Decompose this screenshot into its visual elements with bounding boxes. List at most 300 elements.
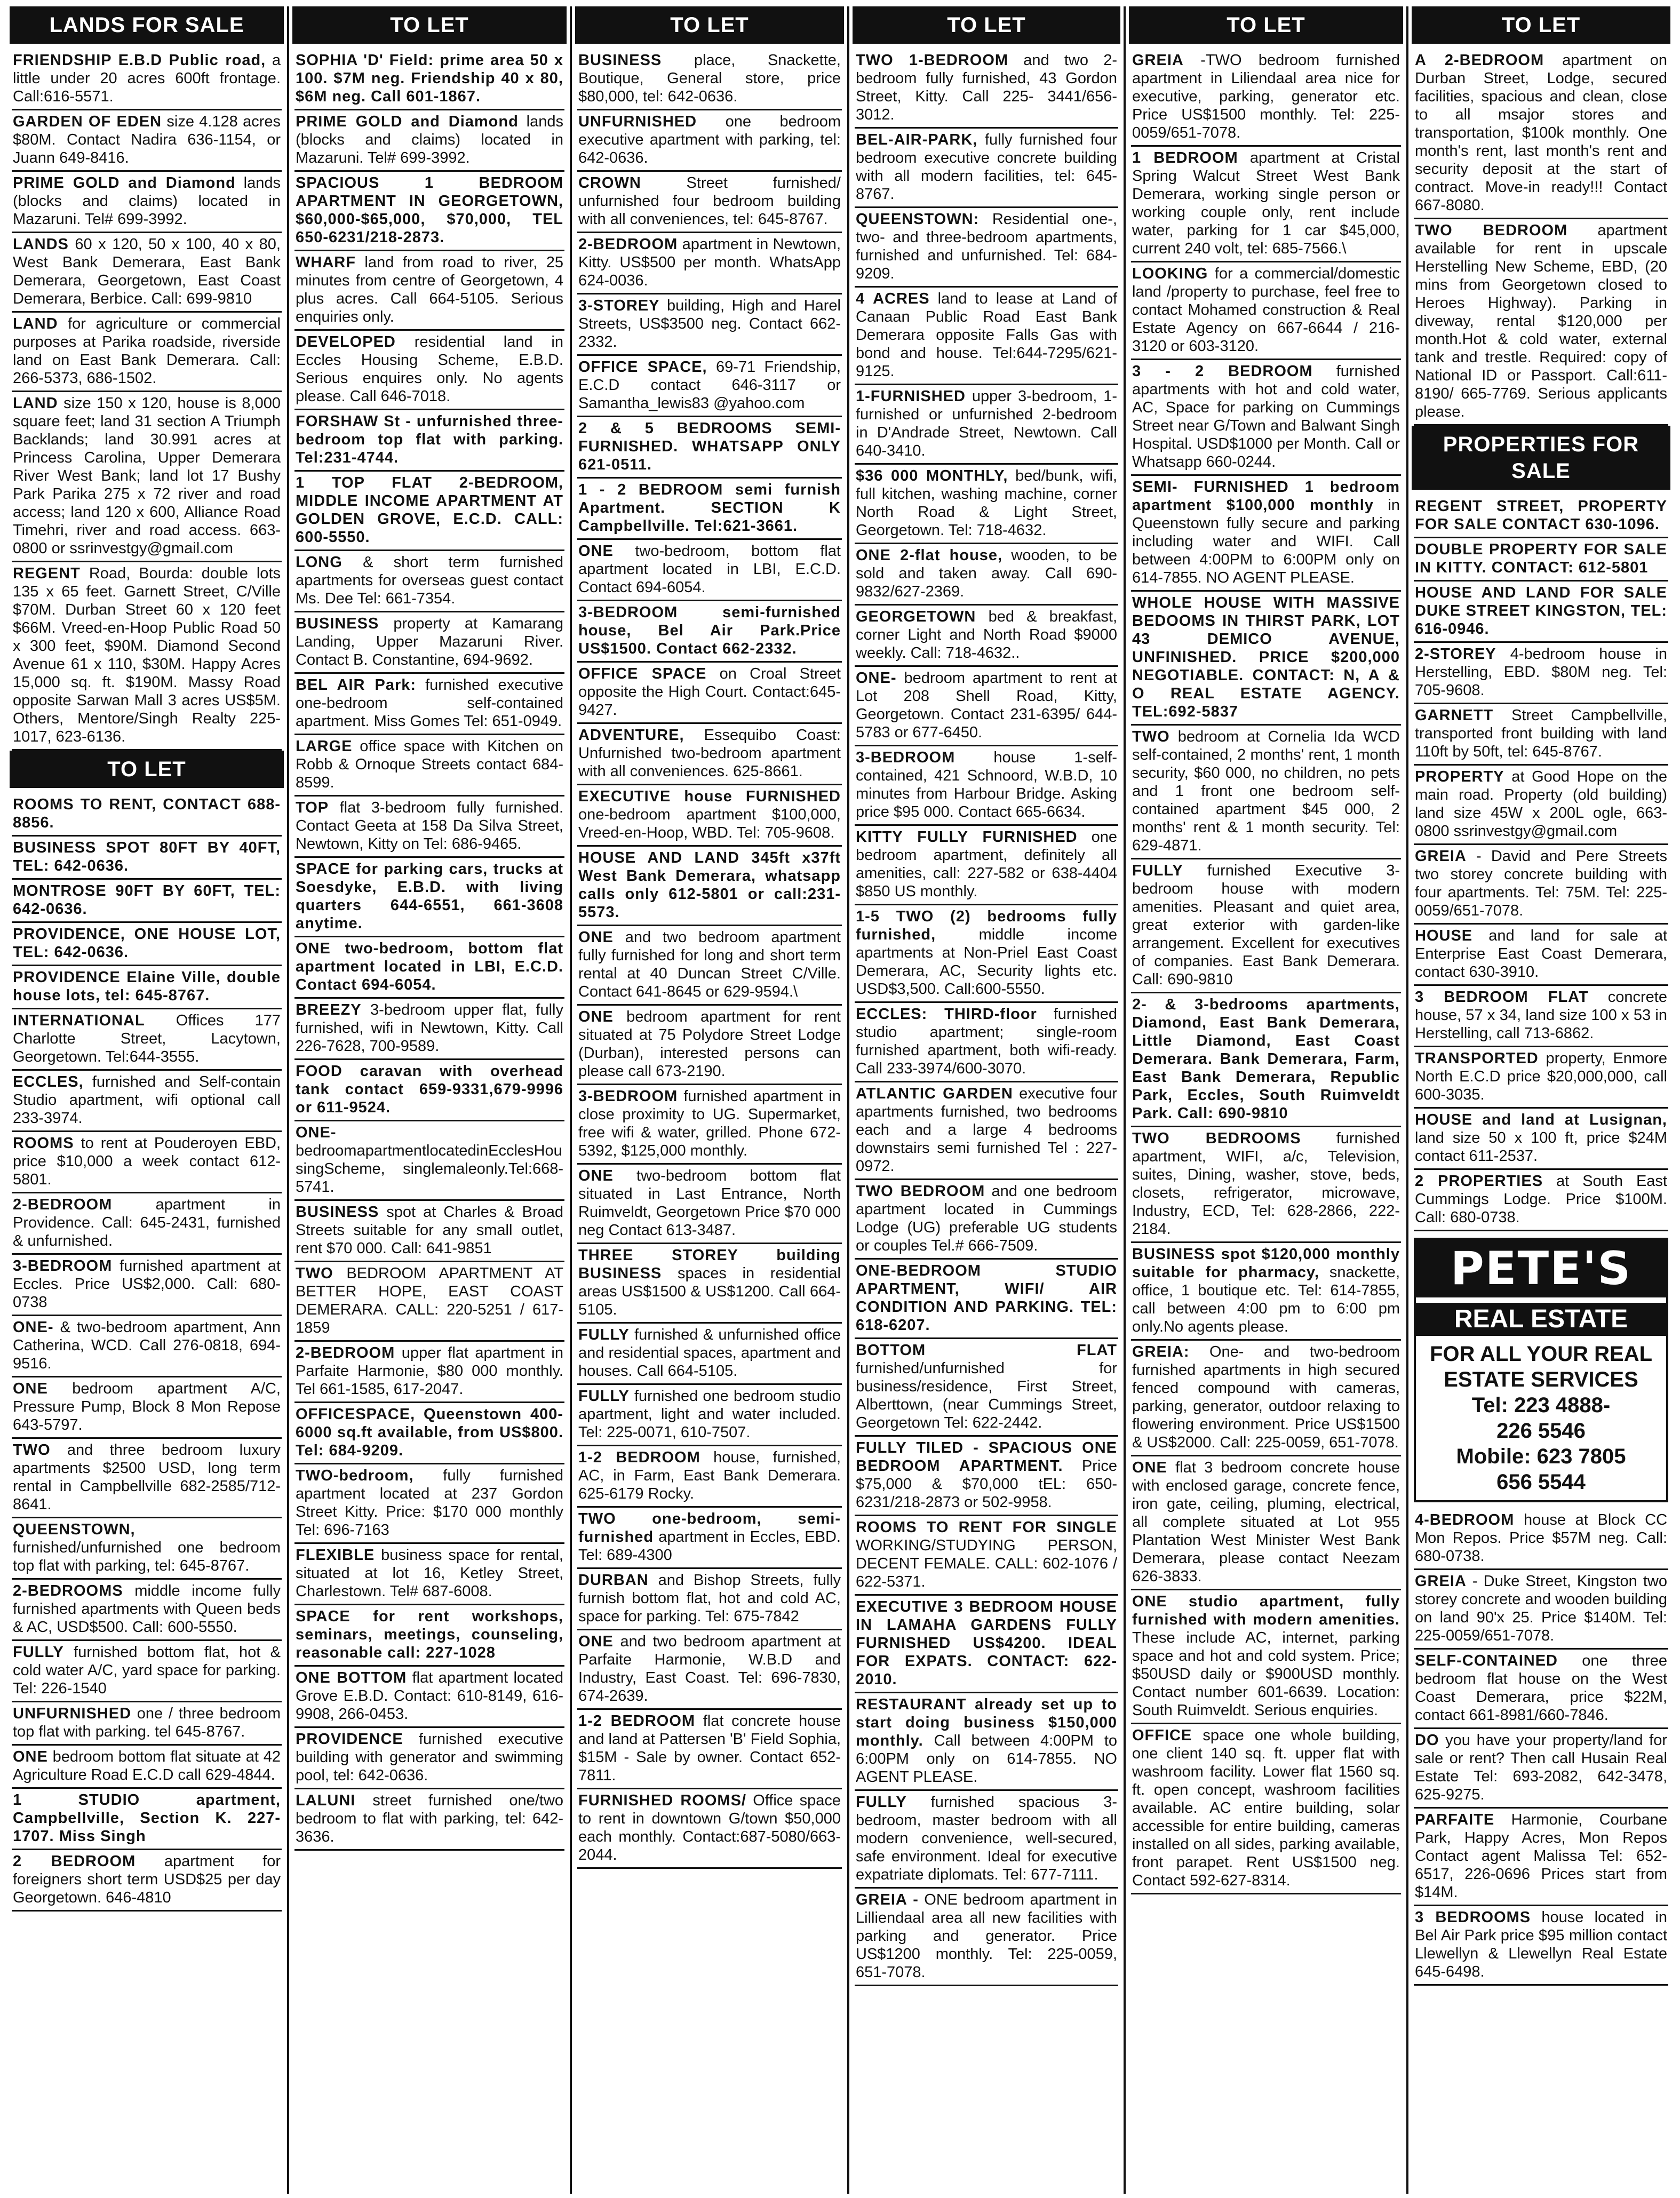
- classified-ad: [1414, 986, 1668, 1047]
- classified-ad: [294, 1728, 564, 1789]
- column-3: [572, 6, 849, 2194]
- ad-text: Offices 177 Charlotte Street, Lacytown, Georgetown. Tel:644-3555.: [13, 1012, 281, 1065]
- ad-lead: BUSINESS: [296, 615, 379, 632]
- ad-text: ONE bedroom apartment in Lilliendaal area all new facilities with parking and generator. Price US$1200 monthly. Tel: 225-0059, 651-7078.: [856, 1891, 1118, 1981]
- ad-text: bedroom bottom flat situate at 42 Agriculture Road E.C.D call 629-4844.: [13, 1748, 281, 1783]
- classified-ad: [12, 793, 282, 837]
- classified-ad: [294, 1667, 564, 1728]
- ad-lead: LARGE: [296, 738, 353, 755]
- ad-lead: 2 & 5 BEDROOMS SEMI-FURNISHED. WHATSAPP ONLY 621-0511.: [578, 420, 841, 473]
- ad-text: flat apartment located Grove E.B.D. Contact: 610-8149, 616-9908, 266-0453.: [296, 1669, 563, 1723]
- ad-text: and three bedroom luxury apartments $2500 USD, long term rental in Campbellville 682-2585/712-8641.: [13, 1442, 281, 1513]
- classified-ad: [855, 667, 1118, 746]
- ad-lead: 2-BEDROOMS: [13, 1582, 123, 1599]
- classified-ad: [577, 724, 842, 785]
- ad-text: WORKING/STUDYING PERSON, DECENT FEMALE. CALL: 602-1076 / 622-5371.: [856, 1537, 1117, 1590]
- ad-text: Residential one-, two- and three-bedroom apartments, furnished and unfurnished. Tel: 684-9209.: [856, 211, 1117, 282]
- section-header: TO LET: [853, 6, 1120, 44]
- ad-lead: INTERNATIONAL: [13, 1012, 145, 1029]
- ad-text: business space for rental, situated at lot 16, Ketley Street, Charlestown. Tel# 687-6008.: [296, 1547, 563, 1600]
- ad-text: house at Block CC Mon Repos. Price $57M neg. Call: 680-0738.: [1415, 1511, 1668, 1565]
- ad-lead: BEL AIR Park:: [296, 676, 417, 694]
- ad-lead: FULLY: [578, 1388, 630, 1405]
- ad-lead: FURNISHED ROOMS/: [578, 1792, 746, 1809]
- ad-text: house 1-self-contained, 421 Schnoord, W.B.D, 10 minutes from Harbour Bridge. Asking price $95 000. Contact 665-6634.: [856, 749, 1117, 821]
- classified-ad: [12, 966, 282, 1009]
- ad-text: Street Campbellville, transported front building with land 110ft by 50ft, tel: 645-8767.: [1415, 707, 1667, 760]
- ad-text: middle income fully furnished apartments with Queen beds & AC, USD$500. Call: 600-5550.: [13, 1582, 281, 1636]
- logo-mobile: Mobile: 623 7805: [1456, 1445, 1626, 1468]
- ad-lead: ONE-: [13, 1319, 54, 1336]
- classified-ad: [855, 1003, 1118, 1082]
- ad-lead: WHARF: [296, 254, 356, 271]
- ad-text: fully furnished four bedroom executive concrete building with all modern facilities, tel: 645-8767.: [856, 131, 1117, 203]
- classified-ad: [577, 663, 842, 724]
- ad-text: Road, Bourda: double lots 135 x 65 feet. Garnett Street, C/Ville $70M. Durban Street 60 x 120 feet $66M. Vreed-en-Hoop Public Road 50 x 300 feet, $90M. Diamond Second Avenue 61 x 110, $30M. Happy Acres 15,000 sq. ft. $190M. Massy Road opposite Sarwan Mall 3 acres US$5M. Others, Mentore/Singh Realty 225-1017, 623-6136.: [13, 565, 281, 745]
- classified-ad: [1131, 592, 1401, 726]
- classified-ad: [1414, 704, 1668, 766]
- ad-lead: THREE STOREY building BUSINESS: [578, 1247, 841, 1282]
- ad-text: furnished Executive 3- bedroom house with modern amenities. Pleasant and quiet area, great exterior with garden-like arrangement. Excellent for executives of companies. East Bank Demerara. Call: 690-9810: [1132, 862, 1400, 988]
- ad-text: flat 3 bedroom concrete house with enclosed garage, concrete fence, iron gate, ceiling, pluming, electrical, all complete situated at Lot 955 Plantation West Minister West Bank Demerara, please contact Neezam 626-3833.: [1132, 1459, 1400, 1585]
- ad-lead: FULLY: [1132, 862, 1183, 879]
- classified-ad: [1131, 1127, 1401, 1243]
- ad-lead: LALUNI: [296, 1792, 356, 1809]
- section-header: PROPERTIES FOR SALE: [1412, 426, 1670, 490]
- ad-lead: FRIENDSHIP E.B.D Public road,: [13, 52, 266, 69]
- classified-ad: [1131, 1590, 1401, 1724]
- ad-text: land from road to river, 25 minutes from centre of Georgetown, 4 plus acres. Call 664-5105. Serious enquiries only.: [296, 254, 563, 325]
- ad-text: for a commercial/domestic land /property to purchase, feel free to contact Mohamed construction & Real Estate Agency on 667-6644 / 216-3120 or 603-3120.: [1132, 265, 1400, 355]
- ad-text: space one whole building, one client 140 sq. ft. upper flat with washroom facility. Lower flat 1560 sq. ft. open concept, washroom facilities available. AC entire building, solar accessible for entire building, cameras installed on all sides, parking available, front parapet. Rent US$1500 neg. Contact 592-627-8314.: [1132, 1727, 1400, 1889]
- classified-ad: [855, 746, 1118, 826]
- ad-text: land to lease at Land of Canaan Public Road East Bank Demerara opposite Falls Gas with bond and house. Tel:644-7295/621-9125.: [856, 290, 1118, 380]
- classified-ad: [294, 1789, 564, 1851]
- logo-name: PETE'S: [1416, 1240, 1666, 1297]
- ad-text: furnished/unfurnished for business/residence, First Street, Alberttown, (near Cummings Street, Georgetown Tel: 622-2442.: [856, 1360, 1117, 1431]
- classified-ad: [294, 551, 564, 612]
- classified-ad: [12, 1789, 282, 1850]
- classified-ad: [577, 601, 842, 663]
- ad-text: bedroomapartmentlocatedinEcclesHousingScheme, singlemaleonly.Tel:668-5741.: [296, 1142, 563, 1196]
- column-6: [1408, 6, 1674, 2194]
- ad-text: & short term furnished apartments for overseas guest contact Ms. Dee Tel: 661-7354.: [296, 554, 563, 607]
- ad-text: on Croal Street opposite the High Court. Contact:645-9427.: [578, 665, 841, 719]
- classified-ad: [577, 1508, 842, 1569]
- classified-ad: [1414, 1809, 1668, 1906]
- ad-text: furnished & unfurnished office and residential spaces, apartment and houses. Call 664-5105.: [578, 1326, 841, 1380]
- ad-text: residential land in Eccles Housing Scheme, E.B.D. Serious enquires only. No agents please. Call 646-7018.: [296, 333, 563, 405]
- classified-ad: [577, 540, 842, 601]
- classified-ad: [577, 1385, 842, 1446]
- classified-ad: [855, 1082, 1118, 1180]
- section-header: TO LET: [10, 751, 284, 788]
- ad-text: upper 3-bedroom, 1-furnished or unfurnished 2-bedroom in D'Andrade Street, Newtown. Call 640-3410.: [856, 388, 1117, 459]
- classified-ad: [1131, 147, 1401, 262]
- classified-ad: [1414, 845, 1668, 925]
- classified-ad: [577, 1244, 842, 1324]
- ad-text: lands (blocks and claims) located in Mazaruni. Tel# 699-3992.: [296, 113, 563, 166]
- ad-text: apartment in Eccles, EBD. Tel: 689-4300: [578, 1528, 841, 1564]
- ad-text: furnished studio apartment; single-room furnished apartment, both wifi-ready. Call 233-3974/600-3070.: [856, 1006, 1117, 1077]
- classified-ad: [294, 110, 564, 172]
- classified-ad: [12, 1641, 282, 1702]
- classified-ad: [1131, 1341, 1401, 1456]
- classified-ad: [294, 331, 564, 410]
- ad-lead: HOUSE AND LAND FOR SALE DUKE STREET KINGSTON, TEL: 616-0946.: [1415, 584, 1667, 638]
- ad-lead: SPACE for parking cars, trucks at Soesdyke, E.B.D. with living quarters 644-6551, 661-3608 anytime.: [296, 861, 563, 932]
- classified-ad: [855, 49, 1118, 129]
- classified-ad: [294, 612, 564, 674]
- ad-lead: BUSINESS spot $120,000 monthly suitable for pharmacy,: [1132, 1246, 1400, 1281]
- classified-ad: [855, 1260, 1118, 1339]
- ad-lead: FULLY TILED - SPACIOUS ONE BEDROOM APARTMENT.: [856, 1439, 1117, 1475]
- classified-ad: [855, 544, 1118, 606]
- ad-lead: SOPHIA 'D' Field: prime area 50 x 100. $7M neg. Friendship 40 x 80, $6M neg. Call 601-1867.: [296, 52, 563, 105]
- ad-text: property, Enmore North E.C.D price $20,000,000, call 600-3035.: [1415, 1050, 1667, 1103]
- ad-text: lands (blocks and claims) located in Mazaruni. Tel# 699-3992.: [13, 174, 281, 228]
- classified-ad: [577, 1006, 842, 1085]
- ad-text: house, furnished, AC, in Farm, East Bank Demerara. 625-6179 Rocky.: [578, 1449, 841, 1502]
- ad-lead: QUEENSTOWN,: [13, 1521, 136, 1538]
- ad-text: concrete house, 57 x 34, land size 100 x 53 in Herstelling, call 713-6862.: [1415, 989, 1667, 1042]
- ad-lead: FULLY: [13, 1644, 64, 1661]
- logo-tag: REAL ESTATE: [1416, 1303, 1666, 1336]
- ad-lead: ONE-: [296, 1124, 337, 1141]
- classified-ad: [294, 1403, 564, 1464]
- ad-lead: ONE studio apartment, fully furnished with modern amenities.: [1132, 1593, 1400, 1628]
- ad-lead: 3-BEDROOM: [578, 1088, 678, 1105]
- classified-ad: [1414, 219, 1668, 426]
- ad-text: and Bishop Streets, fully furnish bottom flat, hot and cold AC, space for parking. Tel: 675-7842: [578, 1572, 841, 1625]
- classified-ad: [855, 129, 1118, 208]
- ad-text: bed/bunk, wifi, full kitchen, washing machine, corner North Road & Light Street, Georgetown. Tel: 718-4632.: [856, 467, 1118, 539]
- classified-ad: [577, 110, 842, 172]
- classified-ad: [1414, 1729, 1668, 1809]
- ad-lead: PRIME GOLD and Diamond: [13, 174, 236, 192]
- section-header: TO LET: [1129, 6, 1403, 44]
- ad-lead: 1 - 2 BEDROOM semi furnish Apartment. SECTION K Campbellville. Tel:621-3661.: [578, 481, 841, 535]
- ad-text: furnished bottom flat, hot & cold water A/C, yard space for parking. Tel: 226-1540: [13, 1644, 281, 1697]
- ad-lead: PROVIDENCE Elaine Ville, double house lots, tel: 645-8767.: [13, 969, 281, 1004]
- ad-lead: OFFICE SPACE,: [578, 359, 707, 376]
- ad-lead: QUEENSTOWN:: [856, 211, 980, 228]
- classified-ad: [855, 1596, 1118, 1693]
- ad-text: furnished one bedroom studio apartment, light and water included. Tel: 225-0071, 610-7507.: [578, 1388, 841, 1441]
- ad-lead: A 2-BEDROOM: [1415, 52, 1544, 69]
- classified-ad: [294, 1342, 564, 1403]
- ad-text: 3-bedroom upper flat, fully furnished, wifi in Newtown, Kitty. Call 226-7628, 700-9589.: [296, 1001, 563, 1055]
- ad-lead: 4-BEDROOM: [1415, 1511, 1515, 1528]
- classified-ad: [12, 880, 282, 923]
- ad-lead: GARNETT: [1415, 707, 1494, 724]
- classified-ad: [1131, 1724, 1401, 1894]
- ad-lead: 3-STOREY: [578, 297, 660, 314]
- ad-lead: RESTAURANT already set up to start doing business $150,000 monthly.: [856, 1696, 1117, 1749]
- classified-ad: [1414, 925, 1668, 986]
- ad-lead: TWO BEDROOM: [1415, 222, 1568, 239]
- ad-text: and two bedroom apartment at Parfaite Harmonie, W.B.D and Industry, East Coast. Tel: 696-7830, 674-2639.: [578, 1633, 841, 1705]
- ad-lead: 1 TOP FLAT 2-BEDROOM, MIDDLE INCOME APARTMENT AT GOLDEN GROVE, E.C.D. CALL: 600-5550.: [296, 474, 563, 546]
- ad-lead: FULLY: [578, 1326, 630, 1343]
- logo-tel: Tel: 223 4888-: [1471, 1393, 1611, 1417]
- ad-text: bedroom apartment A/C, Pressure Pump, Block 8 Mon Repose 643-5797.: [13, 1380, 281, 1434]
- classified-ad: [12, 1746, 282, 1789]
- classified-ad: [12, 923, 282, 966]
- ad-text: furnished executive building with generator and swimming pool, tel: 642-0636.: [296, 1731, 564, 1784]
- ad-text: snackette, office, 1 boutique etc. Tel: 614-7855, call between 4:00 pm to 6:00 pm only.No agents please.: [1132, 1264, 1400, 1335]
- ad-text: and two bedroom apartment fully furnished for long and short term rental at 40 Duncan Street C/Ville. Contact 641-8645 or 629-9594.\: [578, 929, 841, 1000]
- classified-ad: [577, 1446, 842, 1508]
- classified-ad: [12, 392, 282, 562]
- classified-ad: [12, 562, 282, 751]
- classified-ad: [1131, 476, 1401, 592]
- ad-lead: ONE: [578, 1633, 614, 1650]
- ad-text: bed & breakfast, corner Light and North Road $9000 weekly. Call: 718-4632..: [856, 608, 1117, 662]
- classified-ad: [12, 1071, 282, 1132]
- ad-lead: ATLANTIC GARDEN: [856, 1085, 1013, 1102]
- classified-ad: [294, 1544, 564, 1605]
- ad-text: flat concrete house and land at Pattersen 'B' Field Sophia, $15M - Sale by owner. Contact 652-7811.: [578, 1713, 841, 1784]
- classified-ad: [12, 1580, 282, 1641]
- ad-lead: BUSINESS SPOT 80FT BY 40FT, TEL: 642-0636.: [13, 839, 281, 874]
- ad-lead: GREIA: [1415, 1573, 1467, 1590]
- classified-ad: [577, 1165, 842, 1244]
- ad-lead: ONE BOTTOM: [296, 1669, 407, 1686]
- ad-lead: PRIME GOLD and Diamond: [296, 113, 519, 130]
- ad-lead: ONE: [578, 1167, 614, 1184]
- ad-lead: TWO-bedroom,: [296, 1467, 414, 1484]
- ad-lead: ONE: [578, 1008, 614, 1025]
- classified-ad: [12, 1518, 282, 1580]
- classified-ad: [577, 233, 842, 294]
- logo-mobile2: 656 5544: [1496, 1470, 1586, 1494]
- ad-lead: LAND: [13, 395, 58, 412]
- ad-text: street furnished one/two bedroom to flat with parking, tel: 642-3636.: [296, 1792, 563, 1845]
- ad-text: Price $75,000 & $70,000 tEL: 650-6231/218-2873 or 502-9958.: [856, 1458, 1117, 1511]
- classified-ad: [577, 417, 842, 479]
- ad-lead: TWO one-bedroom, semi-furnished: [578, 1510, 841, 1546]
- ad-text: and two 2-bedroom fully furnished, 43 Gordon Street, Kitty. Call 225- 3441/656-3012.: [856, 52, 1117, 123]
- ad-text: in Queenstown fully secure and parking including water and WIFI. Call between 4:00PM to 6:00PM only on 614-7855. NO AGENT PLEASE.: [1132, 497, 1400, 586]
- classified-ad: [294, 1605, 564, 1667]
- ad-text: flat 3-bedroom fully furnished. Contact Geeta at 158 Da Silva Street, Newtown, Kitty on Tel: 686-9465.: [296, 799, 563, 853]
- ad-lead: FLEXIBLE: [296, 1547, 375, 1564]
- ad-text: size 150 x 120, house is 8,000 square feet; land 31 section A Triumph Backlands; land 30.991 acres at Princess Carolina, Upper Demerara River West Bank; land lot 17 Bushy Park Parika 275 x 72 river and road access; land 120 x 600, Alliance Road Timehri, river and road access. 663-0800 or ssrinvestgy@gmail.com: [13, 395, 281, 557]
- ad-text: you have your property/land for sale or rent? Then call Husain Real Estate Tel: 693-2082, 642-3478, 625-9275.: [1415, 1732, 1667, 1803]
- logo-line1: FOR ALL YOUR REAL: [1429, 1342, 1653, 1366]
- ad-lead: MONTROSE 90FT BY 60FT, TEL: 642-0636.: [13, 882, 281, 918]
- ad-lead: 3-BEDROOM semi-furnished house, Bel Air Park.Price US$1500. Contact 662-2332.: [578, 604, 841, 657]
- ad-text: These include AC, internet, parking space and hot and cold system. Price; $50USD daily or $900USD monthly. Contact number 601-6639. Location: South Ruimveldt. Serious enquiries.: [1132, 1629, 1400, 1719]
- real-estate-logo-ad: [1414, 1238, 1668, 1502]
- ad-text: furnished executive one-bedroom self-contained apartment. Miss Gomes Tel: 651-0949.: [296, 676, 563, 730]
- classified-ad: [577, 172, 842, 233]
- ad-lead: 3 BEDROOMS: [1415, 1909, 1531, 1926]
- ad-lead: LOOKING: [1132, 265, 1208, 282]
- classified-ad: [294, 251, 564, 331]
- classified-ad: [855, 1693, 1118, 1791]
- section-header: TO LET: [292, 6, 567, 44]
- ad-text: Call between 4:00PM to 6:00PM only on 614-7855. NO AGENT PLEASE.: [856, 1732, 1117, 1786]
- classified-ad: [855, 606, 1118, 667]
- ad-lead: ONE-: [856, 670, 897, 687]
- ad-lead: TWO: [296, 1265, 333, 1282]
- classified-ad: [1414, 1170, 1668, 1231]
- classified-ad: [577, 479, 842, 540]
- ad-lead: 1-2 BEDROOM: [578, 1449, 700, 1466]
- classified-ad: [12, 1316, 282, 1377]
- classified-ad: [12, 110, 282, 172]
- ad-text: apartment at Cristal Spring Walcut Street West Bank Demerara, working single person or working couple only, rent include water, parking for 1 car $45,000, current 240 volt, tel: 685-7566.\: [1132, 149, 1400, 257]
- ad-text: furnished apartments with hot and cold water, AC, Space for parking on Cummings Street near G/Town and Balwant Singh Hospital. USD$1000 per Month. Call or Whatsapp 660-0244.: [1132, 363, 1400, 471]
- classified-ad: [855, 1889, 1118, 1986]
- ad-lead: 1 STUDIO apartment, Campbellville, Section K. 227-1707. Miss Singh: [13, 1791, 281, 1845]
- ad-lead: TWO BEDROOM: [856, 1183, 985, 1200]
- classified-ad: [577, 356, 842, 417]
- ad-lead: PARFAITE: [1415, 1811, 1495, 1828]
- ad-text: one three bedroom flat house on the West Coast Demerara, price $22M, contact 661-8981/660-7846.: [1415, 1652, 1667, 1724]
- classified-ad: [12, 1702, 282, 1746]
- ad-lead: GREIA -: [856, 1891, 919, 1908]
- section-header: TO LET: [575, 6, 844, 44]
- ad-text: for agriculture or commercial purposes at Parika roadside, riverside land on East Bank Demerara. Call: 266-5373, 686-1502.: [13, 315, 281, 387]
- ad-lead: REGENT STREET, PROPERTY FOR SALE CONTACT 630-1096.: [1415, 498, 1667, 533]
- ad-text: land size 50 x 100 ft, price $24M contact 611-2537.: [1415, 1129, 1667, 1165]
- ad-lead: HOUSE and land at Lusignan,: [1415, 1111, 1667, 1128]
- ad-text: one-bedroom apartment $100,000, Vreed-en-Hoop, WBD. Tel: 705-9608.: [578, 806, 841, 841]
- ad-text: & two-bedroom apartment, Ann Catherina, WCD. Call 276-0818, 694-9516.: [13, 1319, 281, 1372]
- ad-text: at Good Hope on the main road. Property (old building) land size 45W x 200L ogle, 663-0800 ssrinvestgy@gmail.com: [1415, 768, 1667, 840]
- ad-lead: KITTY FULLY FURNISHED: [856, 829, 1078, 846]
- ad-lead: TWO 1-BEDROOM: [856, 52, 1009, 69]
- ad-text: furnished apartment in close proximity to UG. Supermarket, free wifi & water, grilled. Phone 672-5392, $125,000 monthly.: [578, 1088, 841, 1159]
- classified-ad: [855, 1791, 1118, 1889]
- ad-text: apartment available for rent in upscale Herstelling New Scheme, EBD, (20 mins from Georgetown closed to Heroes Highway). Parking in diveway, rental $120,000 per month.Hot & cold water, external tank and trestle. Required: copy of National ID or Passport. Call:611-8190/ 665-7769. Serious applicants please.: [1415, 222, 1667, 420]
- ad-text: middle income apartments at Non-Priel East Coast Demerara, AC, Security lights etc. USD$3,500. Call:600-5550.: [856, 926, 1117, 998]
- classified-ad: [855, 826, 1118, 905]
- ad-lead: UNFURNISHED: [13, 1705, 132, 1722]
- ad-lead: ECCLES: THIRD-floor: [856, 1006, 1037, 1023]
- classified-ad: [12, 1255, 282, 1316]
- ad-lead: 1 BEDROOM: [1132, 149, 1238, 166]
- ad-text: executive four apartments furnished, two bedrooms each and a large 4 bedrooms downstairs semi furnished Tel : 227-0972.: [856, 1085, 1117, 1175]
- classified-ad: [1131, 49, 1401, 147]
- ad-lead: BUSINESS: [578, 52, 662, 69]
- classified-ad: [1414, 1047, 1668, 1109]
- classified-ad: [1414, 538, 1668, 582]
- ad-lead: GREIA: [1132, 52, 1184, 69]
- classified-ad: [294, 937, 564, 999]
- ad-text: and one bedroom apartment located in Cummings Lodge (UG) preferable UG students or couples Tel.# 666-7509.: [856, 1183, 1117, 1254]
- ad-lead: ADVENTURE,: [578, 727, 684, 744]
- classified-ad: [294, 1464, 564, 1544]
- classified-ad: [1131, 360, 1401, 476]
- classified-ad: [855, 288, 1118, 385]
- classified-ad: [1414, 1650, 1668, 1729]
- classified-ad: [294, 735, 564, 797]
- ad-lead: ONE: [1132, 1459, 1167, 1476]
- ad-lead: PROVIDENCE, ONE HOUSE LOT, TEL: 642-0636.: [13, 926, 281, 961]
- classified-ad: [294, 1060, 564, 1121]
- ad-lead: FORSHAW St - unfurnished three-bedroom top flat with parking. Tel:231-4744.: [296, 413, 563, 466]
- ad-lead: ONE 2-flat house,: [856, 547, 1003, 564]
- ad-lead: PROVIDENCE: [296, 1731, 403, 1748]
- ad-lead: TWO BEDROOMS: [1132, 1130, 1301, 1147]
- ad-lead: 2-BEDROOM: [296, 1344, 395, 1361]
- ad-lead: OFFICESPACE, Queenstown 400-6000 sq.ft available, from US$800. Tel: 684-9209.: [296, 1406, 563, 1459]
- classified-ad: [577, 1630, 842, 1710]
- ad-text: to rent at Pouderoyen EBD, price $10,000 a week contact 612-5801.: [13, 1135, 281, 1188]
- ad-lead: DO: [1415, 1732, 1439, 1749]
- ad-text: furnished/unfurnished one bedroom top flat with parking, tel: 645-8767.: [13, 1539, 281, 1574]
- ad-lead: SPACIOUS 1 BEDROOM APARTMENT IN GEORGETOWN, $60,000-$65,000, $70,000, TEL 650-6231/218-2873.: [296, 174, 563, 246]
- ad-lead: OFFICE: [1132, 1727, 1192, 1744]
- classified-ad: [1414, 495, 1668, 538]
- column-4: [849, 6, 1126, 2194]
- ad-text: -TWO bedroom furnished apartment in Liliendaal area nice for executive, parking, generator etc. Price US$1500 monthly. Tel: 225-0059/651-7078.: [1132, 52, 1400, 141]
- ad-lead: GREIA: [1415, 848, 1467, 865]
- ad-text: apartment in Newtown, Kitty. US$500 per month. WhatsApp 624-0036.: [578, 236, 841, 289]
- ad-lead: BEL-AIR-PARK,: [856, 131, 978, 148]
- classified-ad: [1131, 1456, 1401, 1590]
- ad-lead: WHOLE HOUSE WITH MASSIVE BEDOOMS IN THIRST PARK, LOT 43 DEMICO AVENUE, UNFINISHED. PRICE $200,000 NEGOTIABLE. CONTACT: N, A & O REAL ESTATE AGENCY. TEL:692-5837: [1132, 594, 1400, 720]
- ad-lead: ONE: [13, 1748, 48, 1765]
- classified-ad: [12, 233, 282, 313]
- ad-text: wooden, to be sold and taken away. Call 690-9832/627-2369.: [856, 547, 1118, 600]
- logo-line2: ESTATE SERVICES: [1444, 1368, 1638, 1391]
- logo-tel2: 226 5546: [1496, 1419, 1586, 1443]
- ad-lead: LANDS: [13, 236, 69, 253]
- ad-text: at South East Cummings Lodge. Price $100M. Call: 680-0738.: [1415, 1173, 1667, 1226]
- ad-lead: 1-5 TWO (2) bedrooms fully furnished,: [856, 908, 1117, 943]
- ad-text: 4-bedroom house in Herstelling, EBD. $80M neg. Tel: 705-9608.: [1415, 646, 1667, 699]
- ad-lead: HOUSE: [1415, 927, 1473, 944]
- ad-lead: $36 000 MONTHLY,: [856, 467, 1008, 484]
- classified-ad: [294, 410, 564, 472]
- ad-text: one bedroom apartment, definitely all amenities, call: 227-582 or 638-4404 $850 US monthly.: [856, 829, 1117, 900]
- classified-ad: [1414, 582, 1668, 643]
- ad-lead: EXECUTIVE house FURNISHED: [578, 788, 841, 805]
- ad-lead: 2-BEDROOM: [578, 236, 678, 253]
- classified-ad: [294, 674, 564, 735]
- classified-ad: [12, 837, 282, 880]
- classified-ad: [855, 1516, 1118, 1596]
- classified-ad: [855, 1437, 1118, 1516]
- ad-text: office space with Kitchen on Robb & Ornoque Streets contact 684-8599.: [296, 738, 564, 791]
- ad-lead: EXECUTIVE 3 BEDROOM HOUSE IN LAMAHA GARDENS FULLY FURNISHED US$4200. IDEAL FOR EXPATS. CONTACT: 622-2010.: [856, 1598, 1117, 1688]
- ad-lead: SELF-CONTAINED: [1415, 1652, 1558, 1669]
- ad-lead: ROOMS: [13, 1135, 74, 1152]
- ad-lead: DURBAN: [578, 1572, 649, 1589]
- classified-ad: [1131, 1243, 1401, 1341]
- ad-text: furnished apartment at Eccles. Price US$2,000. Call: 680-0738: [13, 1257, 281, 1311]
- ad-text: apartment in Providence. Call: 645-2431, furnished & unfurnished.: [13, 1196, 281, 1249]
- ad-text: spot at Charles & Broad Streets suitable for any small outlet, rent $70 000. Call: 641-9851: [296, 1204, 563, 1257]
- ad-text: Street furnished/ unfurnished four bedroom building with all conveniences, tel: 645-8767.: [578, 174, 841, 228]
- classified-ad: [294, 1121, 564, 1201]
- section-header: LANDS FOR SALE: [10, 6, 284, 44]
- ad-text: 69-71 Friendship, E.C.D contact 646-3117 or Samantha_lewis83 @yahoo.com: [578, 359, 841, 412]
- classified-ad: [12, 172, 282, 233]
- ad-lead: OFFICE SPACE: [578, 665, 707, 682]
- ad-text: Essequibo Coast: Unfurnished two-bedroom apartment with all conveniences. 625-8661.: [578, 727, 841, 780]
- ad-lead: REGENT: [13, 565, 81, 582]
- classified-ad: [1414, 1509, 1668, 1570]
- ad-text: furnished spacious 3-bedroom, master bedroom with all modern convenience, well-secured, safe environment. Ideal for executive expatriate diplomats. Tel: 677-7111.: [856, 1794, 1117, 1883]
- ad-lead: HOUSE AND LAND 345ft x37ft West Bank Demerara, whatsapp calls only 612-5801 or call:231-5573.: [578, 849, 841, 921]
- ad-text: - Duke Street, Kingston two storey concrete and wooden building on land 90'x 25. Price $140M. Tel: 225-0059/651-7078.: [1415, 1573, 1667, 1644]
